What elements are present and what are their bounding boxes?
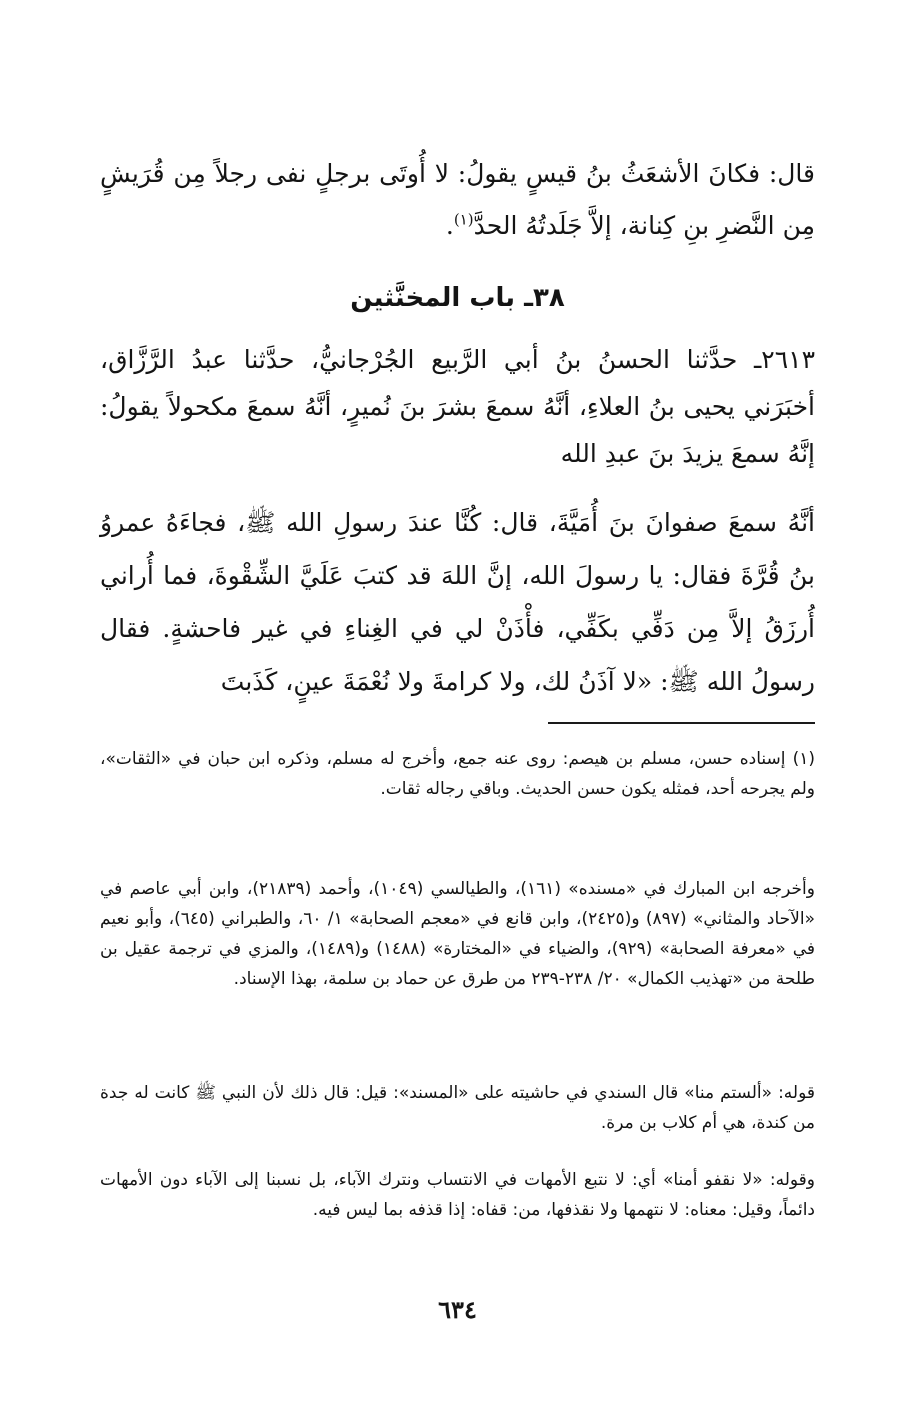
footnote-explanation-1-text: قوله: «ألستم منا» قال السندي في حاشيته على «المسند»: قيل: قال ذلك لأن النبي ﷺ كانت له جدة من كندة، هي أم كلاب بن مرة. [100, 1083, 815, 1133]
footnote-1 [100, 744, 815, 804]
hadith-chain [100, 336, 815, 477]
footnote-separator [548, 722, 815, 724]
footnote-explanation-2-text: وقوله: «لا نقفو أمنا» أي: لا نتبع الأمهات في الانتساب ونترك الآباء، بل نسبنا إلى الآباء دون الأمهات دائماً، وقيل: معناه: لا نتهمها ولا نقذفها، من: قفاه: إذا قذفه بما ليس فيه. [100, 1170, 815, 1220]
footnote-sources-text: وأخرجه ابن المبارك في «مسنده» (١٦١)، والطيالسي (١٠٤٩)، وأحمد (٢١٨٣٩)، وابن أبي عاصم في «الآحاد والمثاني» (٨٩٧) و(٢٤٢٥)، وابن قانع في «معجم الصحابة» ١/ ٦٠، والطبراني (٦٤٥)، وأبو نعيم في «معرفة الصحابة» (٩٢٩)، والضياء في «المختارة» (١٤٨٨) و(١٤٨٩)، والمزي في ترجمة عقيل بن طلحة من «تهذيب الكمال» ٢٠/ ٢٣٨-٢٣٩ من طرق عن حماد بن سلمة، بهذا الإسناد. [100, 879, 815, 989]
hadith-text-body: أنَّهُ سمعَ صفوانَ بنَ أُمَيَّةَ، قال: كُنَّا عندَ رسولِ الله ﷺ، فجاءَهُ عمروُ بنُ قُرَّةَ فقال: يا رسولَ الله، إنَّ اللهَ قد كتبَ عَلَيَّ الشِّقْوةَ، فما أُراني أُرزَقُ إلاَّ مِن دَفِّي بكَفِّي، فأْذَنْ لي في الغِناءِ في غير فاحشةٍ. فقال رسولُ الله ﷺ: «لا آذَنُ لك، ولا كرامةَ ولا نُعْمَةَ عينٍ، كَذَبتَ [100, 508, 815, 696]
footnote-sources [100, 874, 815, 994]
footnote-1-text: (١) إسناده حسن، مسلم بن هيصم: روى عنه جمع، وأخرج له مسلم، وذكره ابن حبان في «الثقات»، ولم يجرحه أحد، فمثله يكون حسن الحديث. وباقي رجاله ثقات. [100, 749, 815, 799]
top-paragraph [100, 148, 815, 252]
hadith-chain-text: ٢٦١٣ـ حدَّثنا الحسنُ بنُ أبي الرَّبيع الجُرْجانيُّ، حدَّثنا عبدُ الرَّزَّاق، أخبَرَني يحيى بنُ العلاءِ، أنَّهُ سمعَ بشرَ بنَ نُميرٍ، أنَّهُ سمعَ مكحولاً يقولُ: إنَّهُ سمعَ يزيدَ بنَ عبدِ الله [100, 345, 815, 468]
chapter-heading: ٣٨ـ باب المخنَّثين [350, 283, 565, 313]
page-number: ٦٣٤ [438, 1295, 477, 1324]
footnote-explanation-1 [100, 1078, 815, 1138]
top-paragraph-body: قال: فكانَ الأشعَثُ بنُ قيسٍ يقولُ: لا أُوتَى برجلٍ نفى رجلاً مِن قُرَيشٍ مِن النَّضرِ بنِ كِنانة، إلاَّ جَلَدتُهُ الحدَّ [100, 159, 815, 240]
top-paragraph-text [100, 148, 815, 252]
footnote-explanation-2 [100, 1165, 815, 1225]
top-paragraph-end: . [445, 211, 454, 240]
footnote-reference: (١) [453, 210, 474, 229]
hadith-text [100, 496, 815, 708]
